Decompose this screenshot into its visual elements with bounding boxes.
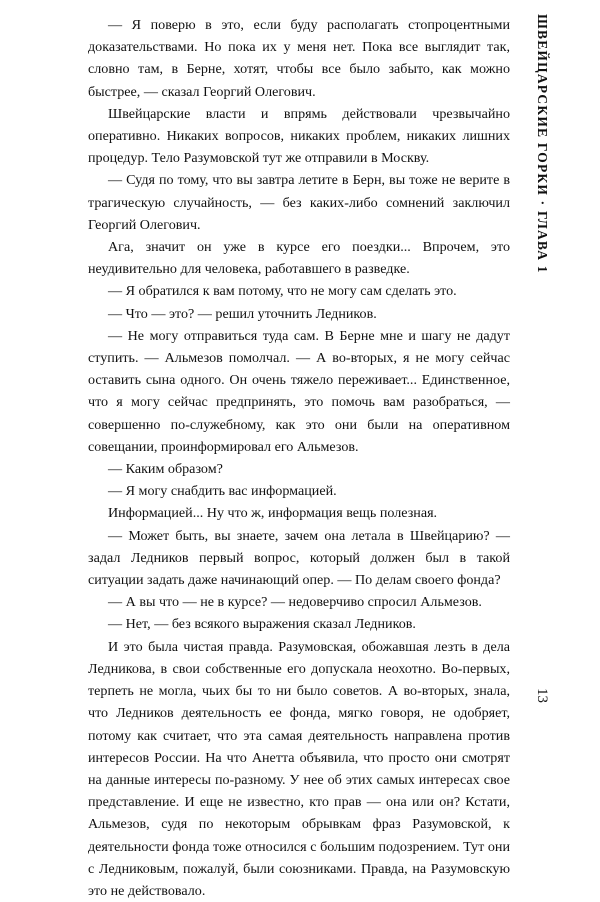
paragraph-12: — А вы что — не в курсе? — недоверчиво спросил Альмезов. [108, 594, 482, 611]
paragraph-4: Ага, значит он уже в курсе его поездки... Впрочем, это неудивительно для человека, работавшего в разведке. [88, 239, 510, 278]
running-head: ШВЕЙЦАРСКИЕ ГОРКИ · ГЛАВА 1 [535, 14, 550, 274]
body-text [88, 14, 510, 902]
paragraph-10: Информацией... Ну что ж, информация вещь полезная. [108, 505, 438, 522]
paragraph-7: — Не могу отправиться туда сам. В Берне мне и шагу не дадут ступить. — Альмезов помолчал. — А во-вторых, я не могу сейчас оставить сына одного. Он очень тяжело переживает... Единственное, что я могу сейчас предпринять, это помочь вам разобраться, — совершенно по-служебному, как это они были на оперативном совещании, проинформировал его Альмезов. [88, 327, 510, 455]
paragraph-9: — Я могу снабдить вас информацией. [108, 483, 337, 500]
paragraph-11: — Может быть, вы знаете, зачем она летала в Швейцарию? — задал Ледников первый вопрос, который должен был в такой ситуации задать даже начинающий опер. — По делам своего фонда? [88, 527, 510, 589]
paragraph-1: — Я поверю в это, если буду располагать стопроцентными доказательствами. Но пока их у меня нет. Пока все выглядит так, словно там, в Берне, хотят, чтобы все было забыто, как можно быстрее, — сказал Георгий Олегович. [88, 17, 510, 100]
paragraph-14: И это была чистая правда. Разумовская, обожавшая лезть в дела Ледникова, в свои собственные его допускала неохотно. Во-первых, терпеть не могла, чьих бы то ни было советов. А во-вторых, знала, что Ледников деятельность ее фонда, мягко говоря, не одобряет, потому как считает, что эта самая деятельность направлена против интересов России. На что Анетта объявила, что просто они смотрят на данные интересы по-разному. У нее об этих самых интересах свое представление. И еще не известно, кто прав — она или он? Кстати, Альмезов, судя по некоторым обрывкам фраз Разумовской, к деятельности фонда тоже относился с большим подозрением. Тут они с Ледниковым, пожалуй, были союзниками. Правда, на Разумовскую это не действовало. [88, 638, 510, 899]
paragraph-6: — Что — это? — решил уточнить Ледников. [108, 305, 377, 322]
paragraph-3: — Судя по тому, что вы завтра летите в Берн, вы тоже не верите в трагическую случайность, — без каких-либо сомнений заключил Георгий Олегович. [88, 172, 510, 233]
paragraph-13: — Нет, — без всякого выражения сказал Ледников. [108, 616, 416, 633]
paragraph-8: — Каким образом? [108, 461, 223, 478]
page-number: 13 [534, 688, 550, 703]
paragraph-5: — Я обратился к вам потому, что не могу сам сделать это. [108, 283, 457, 300]
paragraph-2: Швейцарские власти и впрямь действовали чрезвычайно оперативно. Никаких вопросов, никаких проблем, никаких лишних процедур. Тело Разумовской тут же отправили в Москву. [88, 105, 510, 167]
